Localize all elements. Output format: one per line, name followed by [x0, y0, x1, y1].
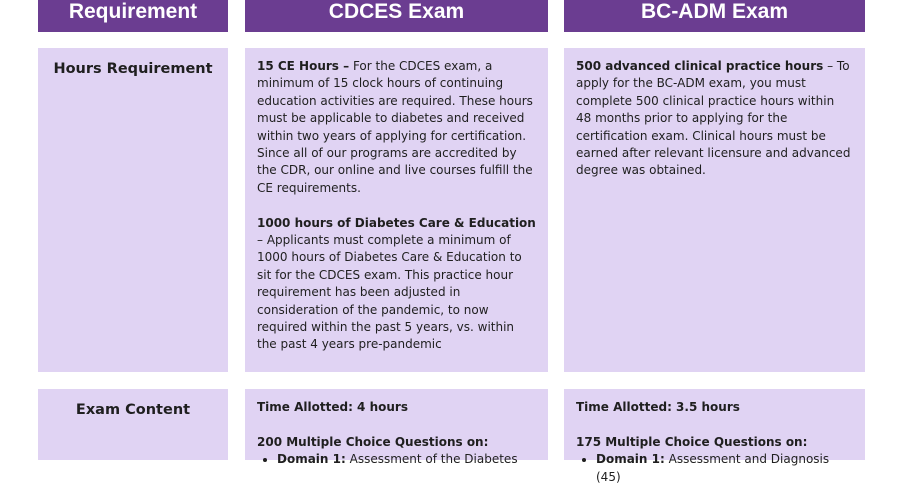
cell-cdces-hours	[245, 48, 548, 372]
list-item	[596, 451, 853, 486]
cdces-practice-hours-heading: 1000 hours of Diabetes Care & Education	[257, 215, 536, 230]
cdces-practice-hours-text: – Applicants must complete a minimum of 1000 hours of Diabetes Care & Education to sit for the CDCES exam. This practice hour requirement has been adjusted in consideration of the pandemic, to now required within the past 5 years, vs. within the past 4 years pre-pandemic	[257, 233, 522, 352]
cdces-ce-hours-heading: 15 CE Hours –	[257, 59, 350, 73]
cdces-practice-hours-paragraph	[257, 215, 536, 354]
hours-requirement-label: Hours Requirement	[53, 61, 213, 77]
row-label-exam-content	[38, 389, 228, 460]
row-label-hours	[38, 48, 228, 372]
cdces-question-count	[257, 434, 536, 451]
bcadm-domain1-label: Domain 1:	[596, 452, 665, 467]
header-cdces-exam	[245, 0, 548, 32]
exam-content-label: Exam Content	[75, 402, 191, 418]
cdces-time-allotted-text: Time Allotted: 4 hours	[257, 400, 408, 414]
bcadm-practice-hours-text: – To apply for the BC-ADM exam, you must complete 500 clinical practice hours within 48 months prior to applying for the certification exam. Clinical hours must be earned after relevant licensure and advanced degree was obtained.	[576, 59, 851, 178]
bcadm-time-allotted-text: Time Allotted: 3.5 hours	[576, 400, 740, 414]
bcadm-practice-hours-heading: 500 advanced clinical practice hours	[576, 59, 824, 73]
cdces-question-count-text: 200 Multiple Choice Questions on:	[257, 434, 489, 449]
header-bcadm-label: BC-ADM Exam	[640, 0, 789, 23]
cdces-time-allotted	[257, 399, 536, 416]
bcadm-practice-hours-paragraph	[576, 58, 853, 180]
cell-bcadm-exam-content	[564, 389, 865, 484]
bcadm-question-count	[576, 434, 853, 451]
cdces-domain1-label: Domain 1:	[277, 452, 346, 467]
bcadm-domain1-text: Assessment and Diagnosis (45)	[596, 452, 830, 484]
header-bcadm-exam	[564, 0, 865, 32]
cdces-ce-hours-paragraph	[257, 58, 536, 197]
header-requirement	[38, 0, 228, 32]
cdces-domain1-text: Assessment of the Diabetes	[345, 452, 518, 467]
cell-bcadm-hours	[564, 48, 865, 372]
header-requirement-label: Requirement	[68, 0, 198, 23]
header-cdces-label: CDCES Exam	[328, 0, 465, 23]
bcadm-question-count-text: 175 Multiple Choice Questions on:	[576, 434, 808, 449]
cdces-ce-hours-text: For the CDCES exam, a minimum of 15 clock hours of continuing education activities are required. These hours must be applicable to diabetes and received within two years of applying for certification. Since all of our programs are accredited by the CDR, our online and live courses fulfill the CE requirements.	[257, 59, 533, 195]
bcadm-time-allotted	[576, 399, 853, 416]
cell-cdces-exam-content	[245, 389, 548, 467]
bcadm-domain-list	[576, 451, 853, 486]
